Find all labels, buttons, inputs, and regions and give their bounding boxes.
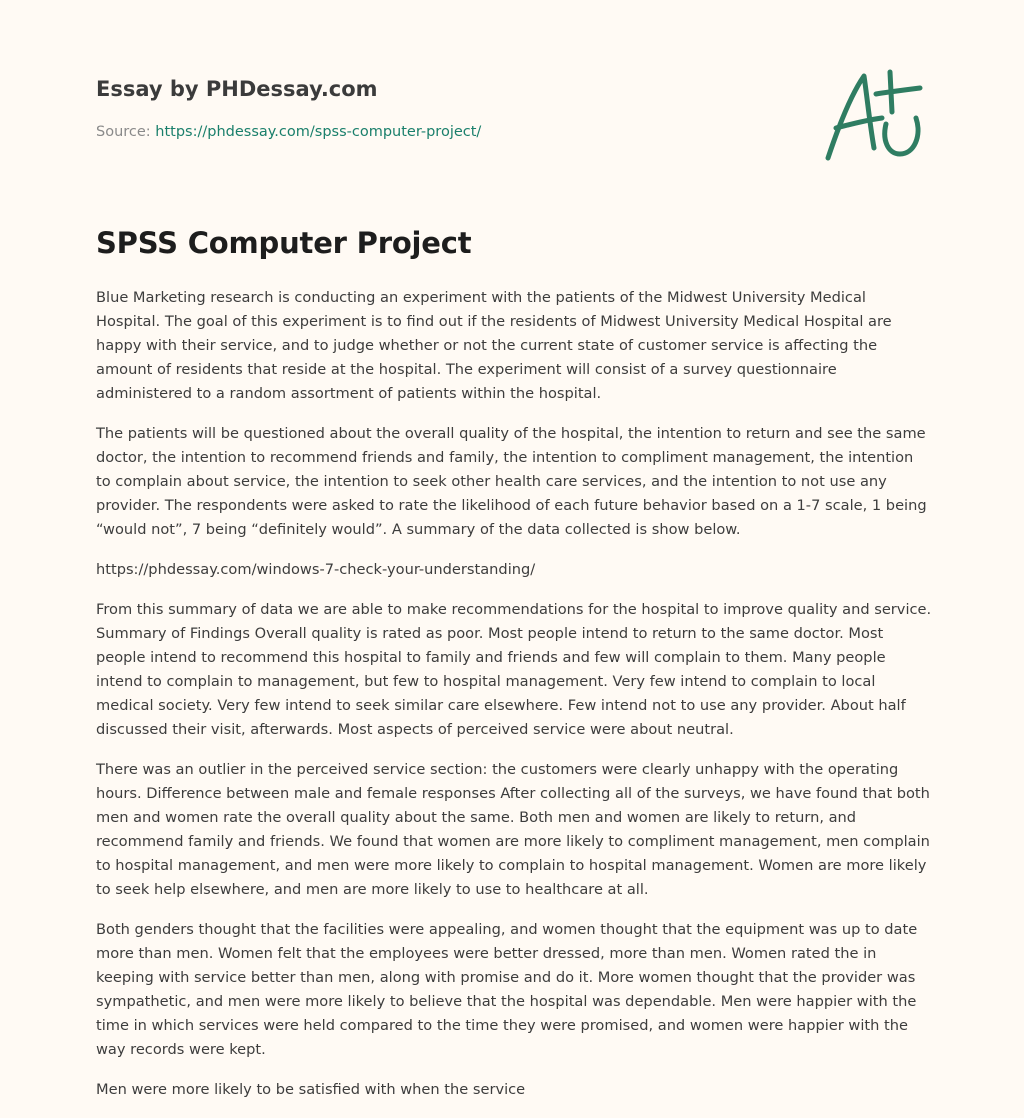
page-header: [96, 0, 936, 200]
essay-page: [96, 0, 936, 1098]
paragraph: There was an outlier in the perceived service section: the customers were clearly unhappy with the operating hours. Difference between male and female responses After collecting all of the surveys, we have found that both men and women rate the overall quality about the same. Both men and women are likely to return, and recommend family and friends. We found that women are more likely to compliment management, men complain to hospital management, and men were more likely to complain to hospital management. Women are more likely to seek help elsewhere, and men are more likely to use to healthcare at all.: [96, 761, 930, 898]
essay-body: [96, 286, 932, 1118]
paragraph-link[interactable]: https://phdessay.com/windows-7-check-your-understanding/: [96, 561, 536, 578]
paragraph: From this summary of data we are able to make recommendations for the hospital to improve quality and service. Summary of Findings Overall quality is rated as poor. Most people intend to return to the same doctor. Most people intend to recommend this hospital to family and friends and few will complain to them. Many people intend to complain to management, but few to hospital management. Very few intend to complain to local medical society. Very few intend to seek similar care elsewhere. Few intend not to use any provider. About half discussed their visit, afterwards. Most aspects of perceived service were about neutral.: [96, 601, 932, 738]
source-label: Source:: [96, 124, 156, 140]
source-link[interactable]: https://phdessay.com/spss-computer-project/: [155, 124, 482, 140]
brand-title: Essay by PHDessay.com: [96, 77, 378, 101]
essay-title: SPSS Computer Project: [96, 226, 472, 260]
paragraph: Men were more likely to be satisfied with when the service: [96, 1081, 526, 1098]
a-plus-logo-icon: [820, 66, 930, 166]
source-line: [96, 124, 481, 140]
paragraph: Blue Marketing research is conducting an experiment with the patients of the Midwest University Medical Hospital. The goal of this experiment is to find out if the residents of Midwest University Medical Hospital are happy with their service, and to judge whether or not the current state of customer service is affecting the amount of residents that reside at the hospital. The experiment will consist of a survey questionnaire administered to a random assortment of patients within the hospital.: [96, 289, 892, 402]
paragraph: Both genders thought that the facilities were appealing, and women thought that the equipment was up to date more than men. Women felt that the employees were better dressed, more than men. Women rated the in keeping with service better than men, along with promise and do it. More women thought that the provider was sympathetic, and men were more likely to believe that the hospital was dependable. Men were happier with the time in which services were held compared to the time they were promised, and women were happier with the way records were kept.: [96, 921, 918, 1058]
paragraph: The patients will be questioned about the overall quality of the hospital, the intention to return and see the same doctor, the intention to recommend friends and family, the intention to compliment management, the intention to complain about service, the intention to seek other health care services, and the intention to not use any provider. The respondents were asked to rate the likelihood of each future behavior based on a 1-7 scale, 1 being “would not”, 7 being “definitely would”. A summary of the data collected is show below.: [96, 425, 927, 538]
